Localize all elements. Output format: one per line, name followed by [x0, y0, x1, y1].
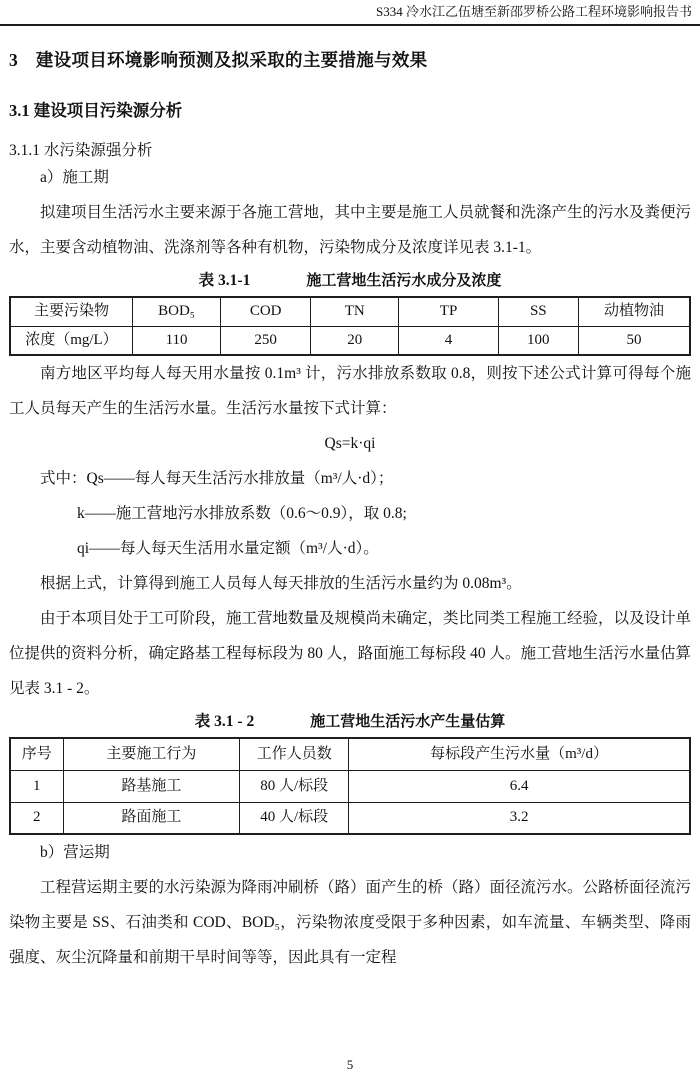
- section-heading-3-1: 3.1 建设项目污染源分析: [9, 101, 183, 120]
- table-cell: 浓度（mg/L）: [10, 326, 132, 355]
- table-cell: 80 人/标段: [240, 770, 349, 802]
- table2-caption-title: 施工营地生活污水产生量估算: [310, 713, 506, 730]
- table2-caption: [9, 710, 691, 734]
- table-cell: 50: [578, 326, 690, 355]
- formula-qs: Qs=k·qi: [324, 435, 376, 452]
- table-cell: 110: [132, 326, 220, 355]
- table-cell: 100: [498, 326, 578, 355]
- table-cell: 250: [221, 326, 311, 355]
- table-cell: 6.4: [349, 770, 690, 802]
- formula-note-qs: 式中：Qs——每人每天生活污水排放量（m³/人·d）；: [40, 470, 394, 487]
- paragraph-estimate: 由于本项目处于工可阶段，施工营地数量及规模尚未确定，类比同类工程施工经验，以及设计单位提供的资料分析，确定路基工程每标段为 80 人，路面施工每标段 40 人。施工营地生活污水量估算见表 3.1 - 2。: [9, 610, 692, 697]
- table-header-cell: BOD₅: [132, 297, 220, 326]
- wastewater-estimate-table: [9, 737, 691, 835]
- table-cell: 20: [311, 326, 399, 355]
- formula-note-qi: qi——每人每天生活用水量定额（m³/人·d）。: [77, 540, 379, 557]
- table-header-cell: 序号: [10, 738, 63, 770]
- paragraph-water-usage: 南方地区平均每人每天用水量按 0.1m³ 计，污水排放系数取 0.8，则按下述公式计算可得每个施工人员每天产生的生活污水量。生活污水量按下式计算：: [9, 365, 691, 417]
- page-header: [0, 0, 700, 26]
- formula-note-k: k——施工营地污水排放系数（0.6～0.9），取 0.8;: [77, 505, 407, 522]
- table1-caption-title: 施工营地生活污水成分及浓度: [306, 272, 502, 289]
- table-header-cell: TP: [399, 297, 498, 326]
- table-header-cell: COD: [221, 297, 311, 326]
- table-header-cell: TN: [311, 297, 399, 326]
- section-heading-3-1-1: 3.1.1 水污染源强分析: [9, 142, 153, 159]
- section-heading-3: 3 建设项目环境影响预测及拟采取的主要措施与效果: [9, 50, 428, 70]
- paragraph-result: 根据上式，计算得到施工人员每人每天排放的生活污水量约为 0.08m³。: [40, 575, 522, 592]
- table-header-row: [10, 738, 690, 770]
- table-row: [10, 326, 690, 355]
- table2-caption-number: 表 3.1 - 2: [194, 713, 255, 730]
- subsection-a-label: a）施工期: [40, 169, 109, 186]
- paragraph-intro: 拟建项目生活污水主要来源于各施工营地，其中主要是施工人员就餐和洗涤产生的污水及粪便污水，主要含动植物油、洗涤剂等各种有机物，污染物成分及浓度详见表 3.1-1。: [9, 204, 692, 256]
- table-cell: 4: [399, 326, 498, 355]
- table-row: [10, 802, 690, 834]
- table-header-cell: 动植物油: [578, 297, 690, 326]
- table-header-cell: 主要施工行为: [63, 738, 240, 770]
- header-title: S334 冷水江乙伍塘至新邵罗桥公路工程环境影响报告书: [376, 4, 692, 19]
- table-header-cell: 每标段产生污水量（m³/d）: [349, 738, 690, 770]
- subsection-b-label: b）营运期: [40, 844, 110, 861]
- table-row: [10, 770, 690, 802]
- table-cell: 1: [10, 770, 63, 802]
- page-number: 5: [346, 1057, 354, 1072]
- table-cell: 2: [10, 802, 63, 834]
- table-header-cell: 工作人员数: [240, 738, 349, 770]
- table-cell: 路基施工: [63, 770, 240, 802]
- table-header-cell: SS: [498, 297, 578, 326]
- paragraph-operation: 工程营运期主要的水污染源为降雨冲刷桥（路）面产生的桥（路）面径流污水。公路桥面径流污染物主要是 SS、石油类和 COD、BOD₅，污染物浓度受限于多种因素，如车流量、车辆类型、降雨强度、灰尘沉降量和前期干旱时间等等，因此具有一定程: [9, 879, 692, 966]
- table-cell: 路面施工: [63, 802, 240, 834]
- table-cell: 3.2: [349, 802, 690, 834]
- table-header-row: [10, 297, 690, 326]
- table1-caption-number: 表 3.1-1: [198, 272, 251, 289]
- table-cell: 40 人/标段: [240, 802, 349, 834]
- table-header-cell: 主要污染物: [10, 297, 132, 326]
- table1-caption: [9, 269, 691, 293]
- wastewater-composition-table: [9, 296, 691, 356]
- document-body: [0, 160, 700, 975]
